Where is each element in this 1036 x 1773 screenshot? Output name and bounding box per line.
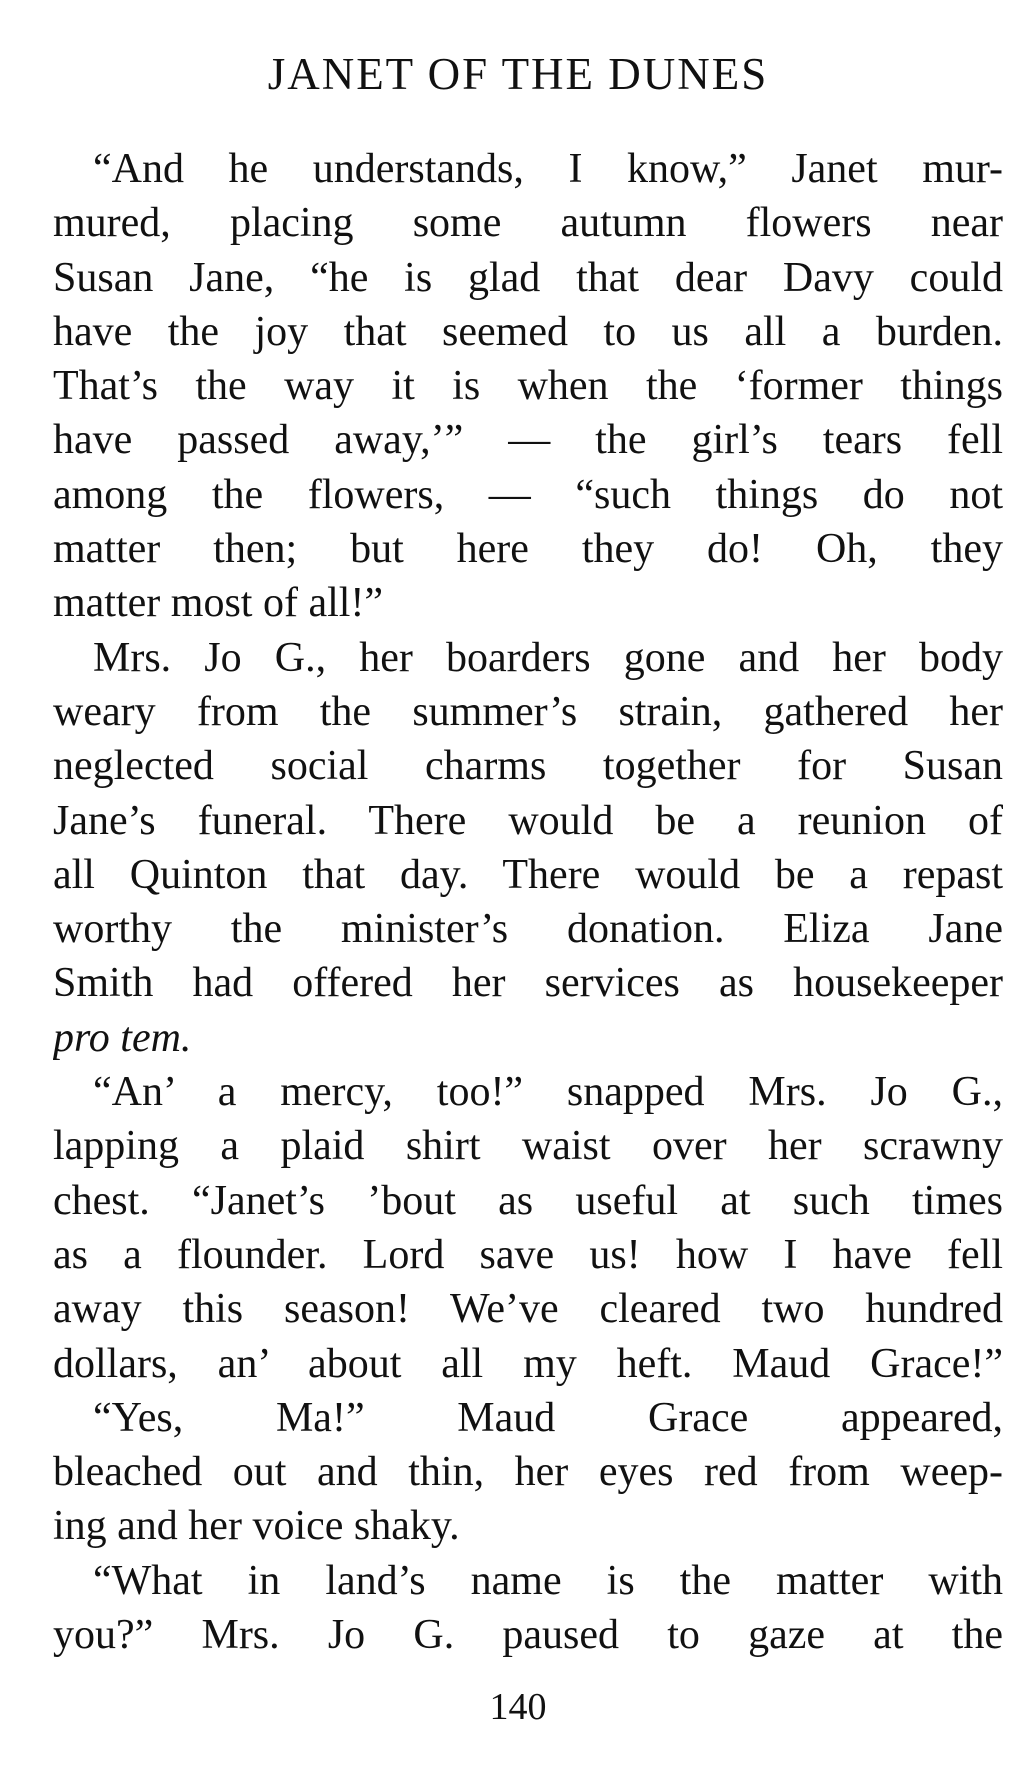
page-number: 140: [489, 1686, 547, 1728]
text-line: “And he understands, I know,” Janet mur-: [93, 146, 1003, 192]
text-line: as a flounder. Lord save us! how I have fell: [53, 1231, 1003, 1278]
text-line: neglected social charms together for Susan: [53, 743, 1003, 790]
text-line: That’s the way it is when the ‘former things: [53, 363, 1003, 410]
text-line: matter most of all!”: [53, 580, 384, 627]
text-line: “Yes, Ma!” Maud Grace appeared,: [93, 1394, 1003, 1441]
text-line: ing and her voice shaky.: [53, 1503, 460, 1550]
running-head-title: JANET OF THE DUNES: [267, 49, 769, 99]
text-line: Susan Jane, “he is glad that dear Davy could: [53, 254, 1003, 301]
text-line: have passed away,’” — the girl’s tears fell: [53, 417, 1003, 464]
text-line: weary from the summer’s strain, gathered her: [53, 688, 1003, 735]
text-line: all Quinton that day. There would be a repast: [53, 851, 1003, 898]
text-line: dollars, an’ about all my heft. Maud Grace!”: [53, 1340, 1003, 1387]
text-line: matter then; but here they do! Oh, they: [53, 526, 1003, 573]
text-line: Smith had offered her services as housekeeper: [53, 960, 1003, 1007]
text-line: away this season! We’ve cleared two hundred: [53, 1286, 1003, 1333]
text-line: worthy the minister’s donation. Eliza Jane: [53, 906, 1003, 953]
text-line: among the flowers, — “such things do not: [53, 471, 1003, 518]
text-line: chest. “Janet’s ’bout as useful at such times: [53, 1177, 1003, 1224]
text-line: bleached out and thin, her eyes red from weep-: [53, 1449, 1003, 1496]
text-line: lapping a plaid shirt waist over her scrawny: [53, 1123, 1003, 1170]
text-line: mured, placing some autumn flowers near: [53, 200, 1003, 247]
text-line: “What in land’s name is the matter with: [93, 1557, 1003, 1604]
text-line: “An’ a mercy, too!” snapped Mrs. Jo G.,: [93, 1069, 1003, 1116]
body-text: [53, 142, 1003, 1662]
text-line: Jane’s funeral. There would be a reunion of: [53, 797, 1003, 844]
text-line: Mrs. Jo G., her boarders gone and her body: [93, 634, 1003, 681]
text-line: pro tem.: [53, 1014, 192, 1061]
text-line: have the joy that seemed to us all a burden.: [53, 308, 1003, 355]
text-line: you?” Mrs. Jo G. paused to gaze at the: [53, 1612, 1003, 1659]
